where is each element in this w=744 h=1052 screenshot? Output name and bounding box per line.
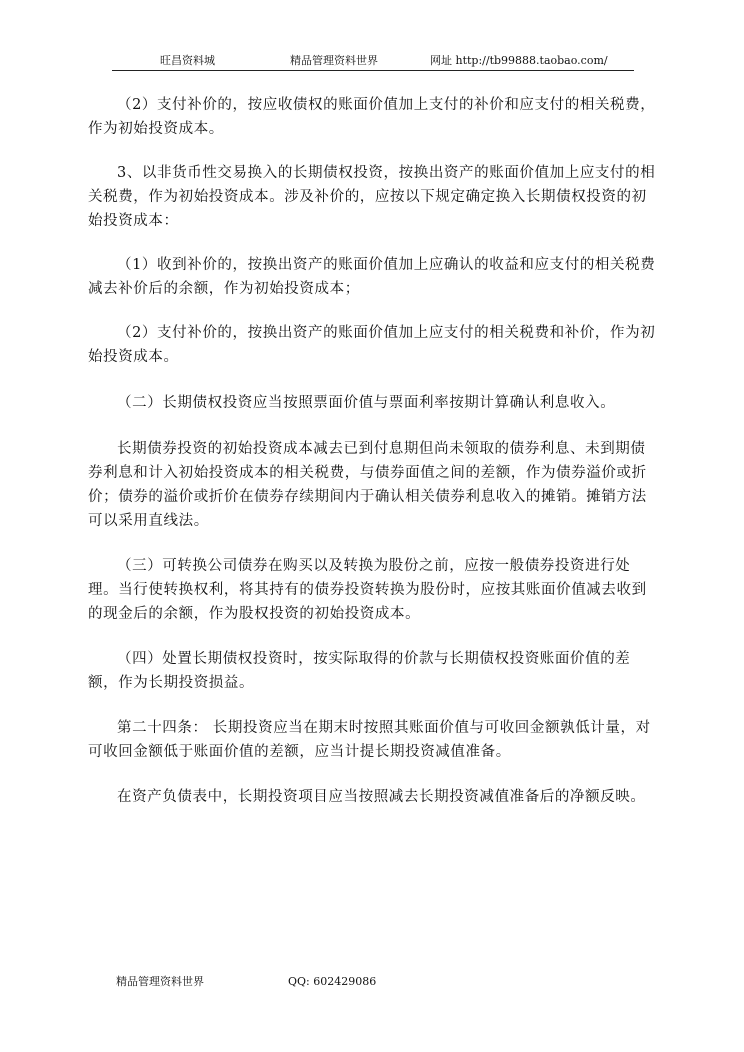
- paragraph: 在资产负债表中，长期投资项目应当按照减去长期投资减值准备后的净额反映。: [117, 789, 646, 805]
- paragraph: （三）可转换公司债券在购买以及转换为股份之前，应按一般债券投资进行处理。当行使转换权利，将其持有的债券投资转换为股份时，应按其账面价值减去收到的现金后的余额，作为股权投资的初始投资成本。: [88, 558, 647, 622]
- document-body: [88, 93, 658, 809]
- header-shop-name: 旺昌资料城: [160, 54, 215, 67]
- paragraph: 3、以非货币性交易换入的长期债权投资，按换出资产的账面价值加上应支付的相关税费，作为初始投资成本。涉及补价的，应按以下规定确定换入长期债权投资的初始投资成本：: [88, 165, 656, 229]
- paragraph: 长期债券投资的初始投资成本减去已到付息期但尚未领取的债券利息、未到期债券利息和计入初始投资成本的相关税费，与债券面值之间的差额，作为债券溢价或折价；债券的溢价或折价在债券存续期间内于确认相关债券利息收入的摊销。摊销方法可以采用直线法。: [88, 441, 647, 529]
- paragraph: （2）支付补价的，按应收债权的账面价值加上支付的补价和应支付的相关税费，作为初始投资成本。: [88, 97, 656, 137]
- footer-qq: QQ: 602429086: [288, 975, 377, 988]
- paragraph: 第二十四条： 长期投资应当在期末时按照其账面价值与可收回金额孰低计量，对可收回金额低于账面价值的差额，应当计提长期投资减值准备。: [88, 720, 651, 760]
- paragraph: （二）长期债权投资应当按照票面价值与票面利率按期计算确认利息收入。: [117, 395, 616, 411]
- paragraph: （2）支付补价的，按换出资产的账面价值加上应支付的相关税费和补价，作为初始投资成本。: [88, 325, 656, 365]
- page-header: [112, 52, 634, 71]
- header-brand: 精品管理资料世界: [290, 54, 378, 67]
- paragraph: （四）处置长期债权投资时，按实际取得的价款与长期债权投资账面价值的差额，作为长期投资损益。: [88, 651, 631, 691]
- paragraph: （1）收到补价的，按换出资产的账面价值加上应确认的收益和应支付的相关税费减去补价后的余额，作为初始投资成本；: [88, 257, 656, 297]
- header-website: 网址 http://tb99888.taobao.com/: [430, 54, 608, 67]
- footer-brand: 精品管理资料世界: [116, 975, 204, 988]
